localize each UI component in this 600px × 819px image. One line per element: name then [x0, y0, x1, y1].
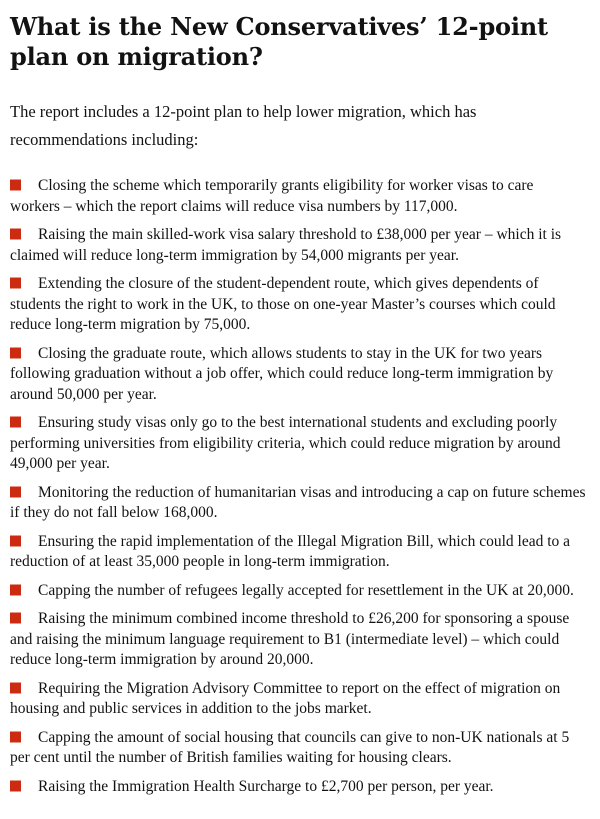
list-item: [10, 176, 586, 217]
list-item: [10, 483, 586, 524]
list-item-text: Capping the number of refugees legally accepted for resettlement in the UK at 20,000.: [38, 581, 574, 599]
bullet-square-icon: [10, 780, 21, 791]
recommendations-list: [10, 176, 586, 797]
bullet-square-icon: [10, 682, 21, 693]
list-item: [10, 679, 586, 720]
intro-paragraph: The report includes a 12-point plan to help lower migration, which has recommendations including:: [10, 102, 477, 149]
page-title: What is the New Conservatives’ 12-point plan on migration?: [10, 12, 548, 71]
list-item-text: Raising the minimum combined income threshold to £26,200 for sponsoring a spouse and raising the minimum language requirement to B1 (intermediate level) – which could reduce long-term immigration by around 20,000.: [10, 610, 570, 668]
bullet-square-icon: [10, 229, 21, 240]
list-item-text: Closing the graduate route, which allows students to stay in the UK for two years following graduation without a job offer, which could reduce long-term immigration by around 50,000 per year.: [10, 344, 554, 403]
list-item: [10, 609, 586, 671]
bullet-square-icon: [10, 535, 21, 546]
article-section: [10, 12, 586, 797]
list-item-text: Monitoring the reduction of humanitarian visas and introducing a cap on future schemes if they do not fall below 168,000.: [10, 483, 586, 521]
bullet-square-icon: [10, 278, 21, 289]
bullet-square-icon: [10, 180, 21, 191]
bullet-square-icon: [10, 486, 21, 497]
list-item-text: Raising the Immigration Health Surcharge to £2,700 per person, per year.: [38, 777, 494, 795]
list-item: [10, 413, 586, 475]
bullet-square-icon: [10, 347, 21, 358]
list-item: [10, 532, 586, 573]
list-item: [10, 225, 586, 266]
list-item-text: Closing the scheme which temporarily grants eligibility for worker visas to care workers – which the report claims will reduce visa numbers by 117,000.: [10, 177, 534, 215]
list-item: [10, 581, 586, 602]
bullet-square-icon: [10, 731, 21, 742]
list-item-text: Requiring the Migration Advisory Committee to report on the effect of migration on housing and public services in addition to the jobs market.: [10, 679, 561, 717]
list-item: [10, 274, 586, 336]
bullet-square-icon: [10, 613, 21, 624]
bullet-square-icon: [10, 417, 21, 428]
list-item: [10, 777, 586, 798]
list-item: [10, 728, 586, 769]
bullet-square-icon: [10, 584, 21, 595]
list-item-text: Extending the closure of the student-dependent route, which gives dependents of students the right to work in the UK, to those on one-year Master’s courses which could reduce long-term migration by 75,000.: [10, 275, 556, 333]
list-item: [10, 344, 586, 406]
list-item-text: Ensuring the rapid implementation of the Illegal Migration Bill, which could lead to a reduction of at least 35,000 people in long-term immigration.: [10, 532, 571, 570]
list-item-text: Raising the main skilled-work visa salary threshold to £38,000 per year – which it is claimed will reduce long-term immigration by 54,000 migrants per year.: [10, 226, 562, 264]
list-item-text: Capping the amount of social housing that councils can give to non-UK nationals at 5 per cent until the number of British families waiting for housing clears.: [10, 728, 570, 766]
list-item-text: Ensuring study visas only go to the best international students and excluding poorly performing universities from eligibility criteria, which could reduce migration by around 49,000 per year.: [10, 414, 561, 472]
